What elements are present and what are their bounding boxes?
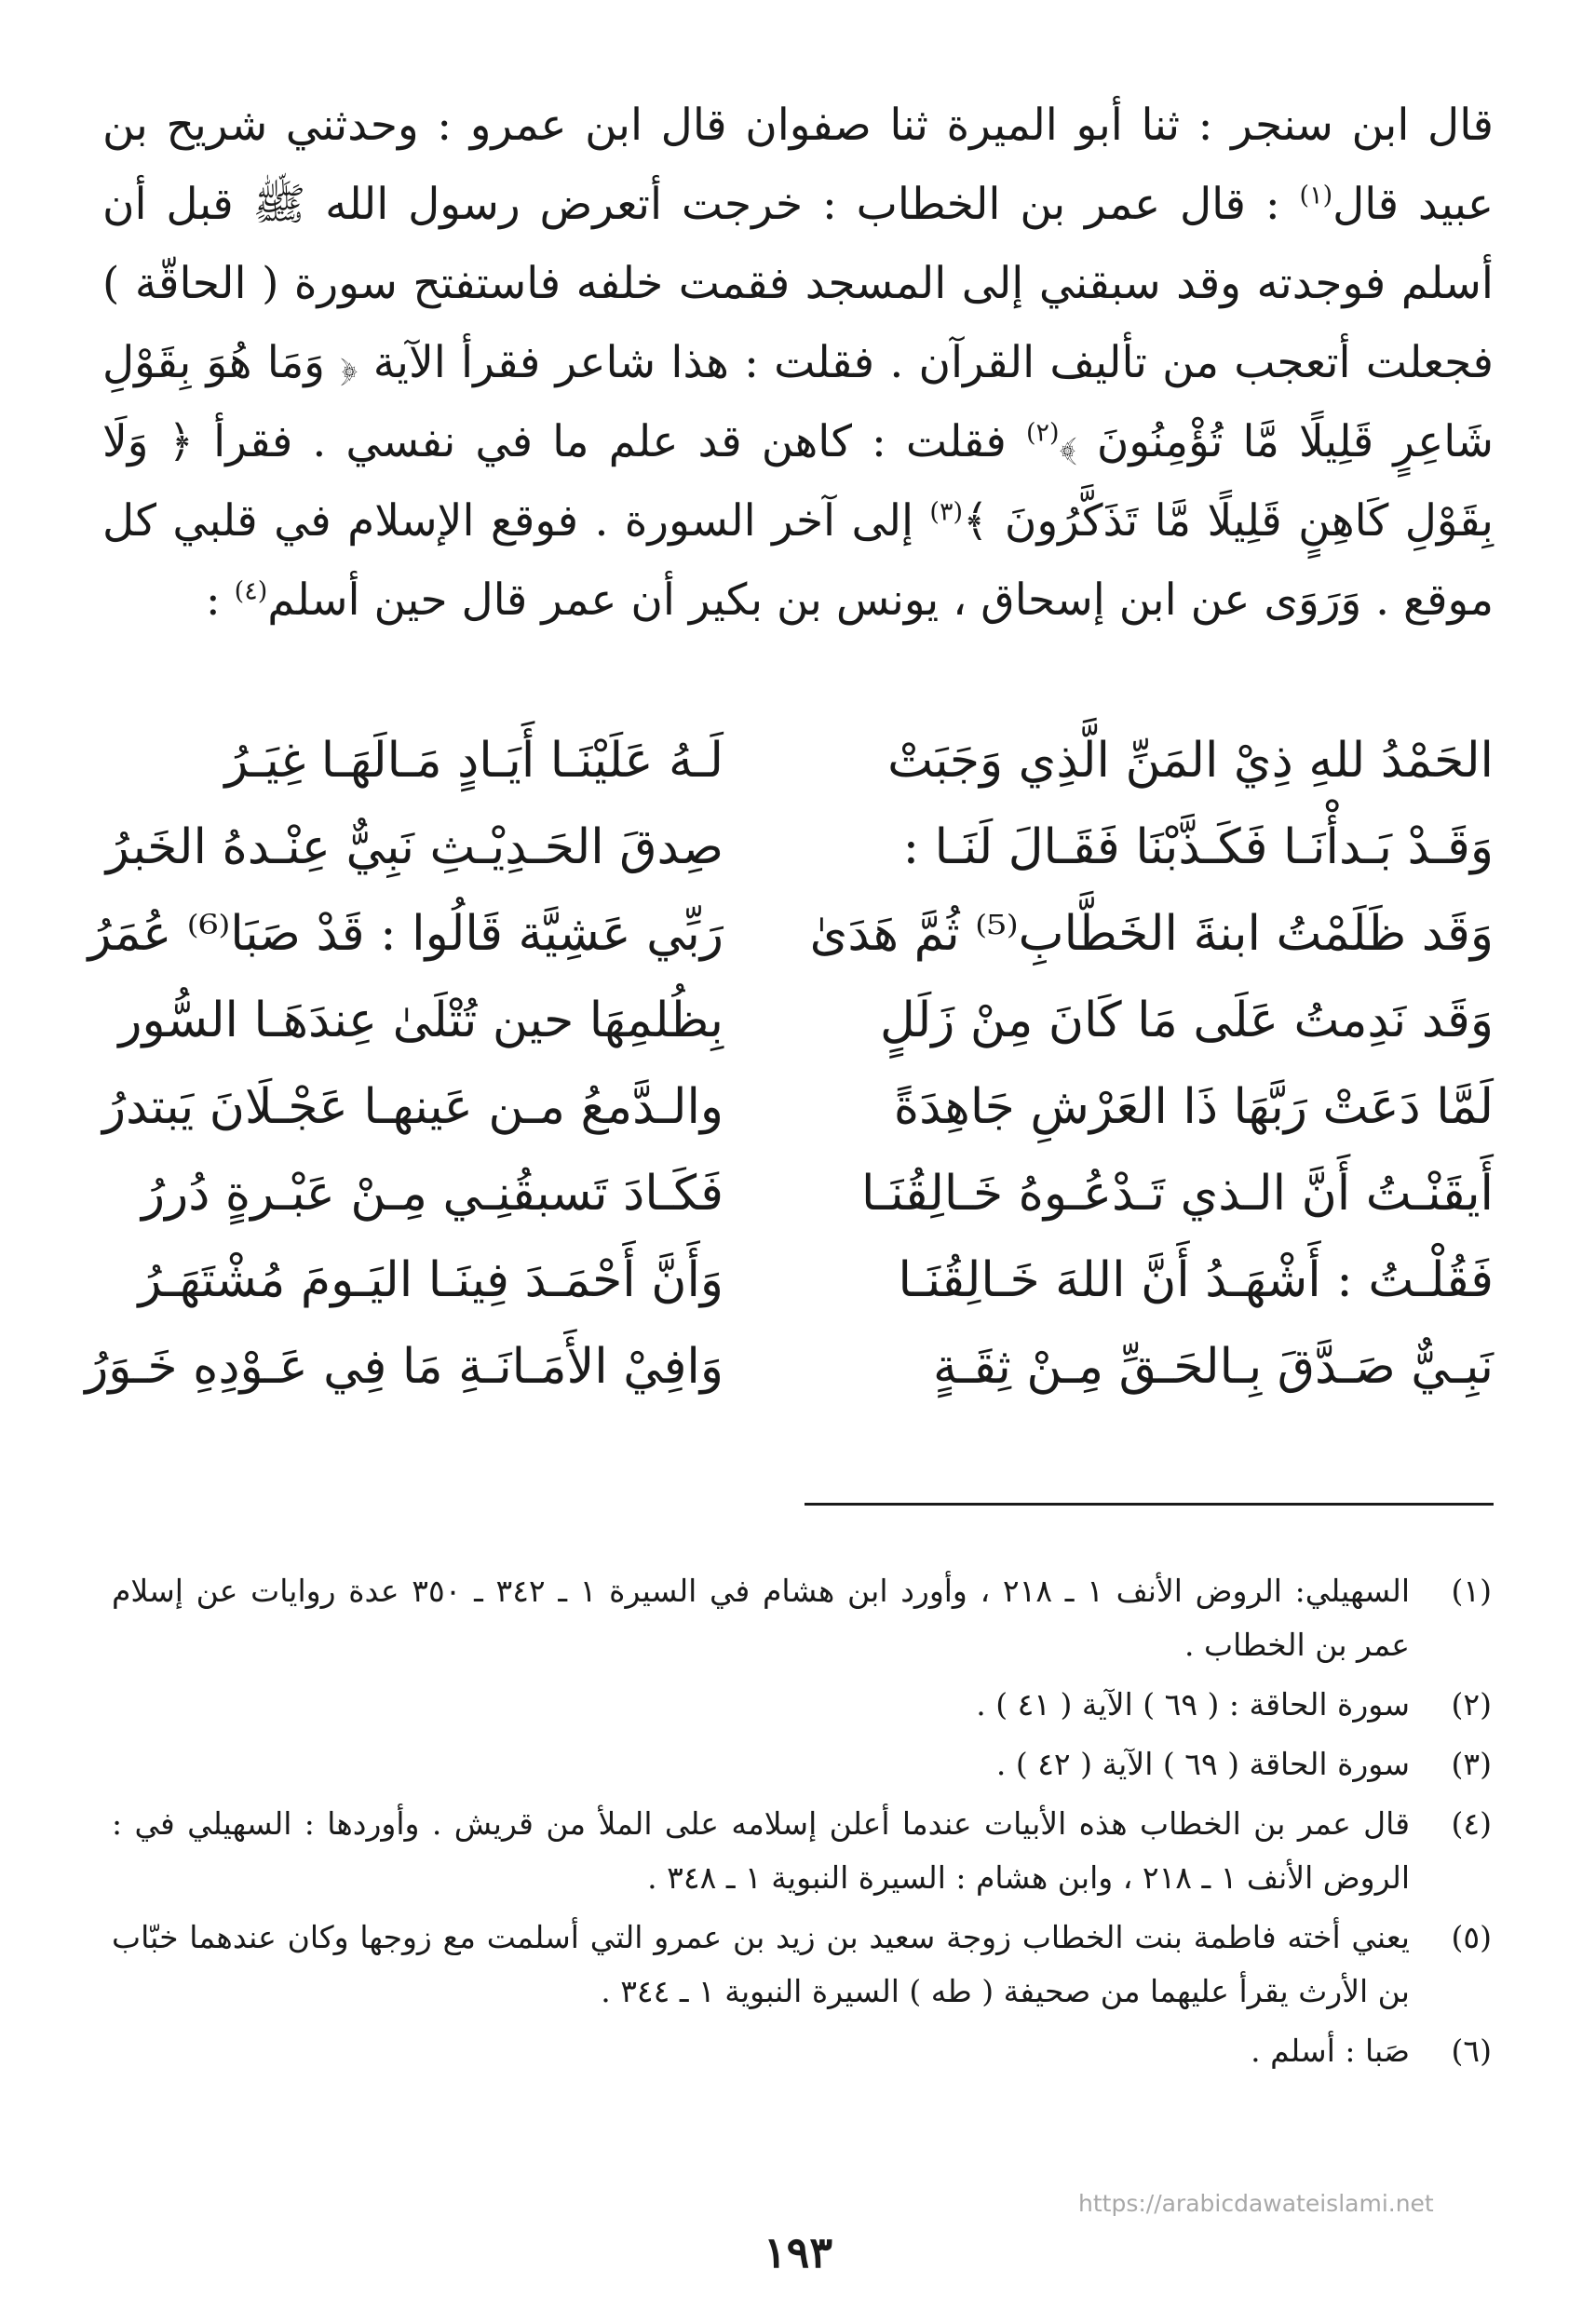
verse-first-hemistich: فَقُلْـتُ : أَشْهَـدُ أَنَّ اللهَ خَـالِقُنَـا xyxy=(898,1251,1494,1308)
footnote-text: قال عمر بن الخطاب هذه الأبيات عندما أعلن إسلامه على الملأ من قريش . وأوردها : السهيلي في : الروض الأنف ١ ـ ٢١٨ ، وابن هشام : السيرة النبوية ١ ـ ٣٤٨ . xyxy=(112,1805,1410,1896)
poem-verse xyxy=(102,717,1494,804)
paragraph-segment: فقلت : كاهن قد علم ما في نفسي . فقرأ ﴿ وَلَا بِقَوْلِ كَاهِنٍ قَلِيلًا مَّا تَذَكَّرُونَ ﴾ xyxy=(102,416,1494,547)
poem-verse xyxy=(88,890,1494,977)
footnote-number: (٤) xyxy=(1451,1805,1492,1842)
verse-first-hemistich: أَيقَنْـتُ أَنَّ الـذي تَـدْعُـوهُ خَـالِقُنَـا xyxy=(861,1165,1494,1222)
footnote-text: صَبا : أسلم . xyxy=(1251,2033,1410,2069)
verse-second-hemistich: فَكَـادَ تَسبقُنِـي مِـنْ عَبْـرةٍ دُررُ xyxy=(142,1165,724,1222)
verse-first-hemistich: وَقَـدْ بَـدأْنَـا فَكَـذَّبْنَا فَقَـالَ لَنَـا : xyxy=(902,818,1494,875)
footnote-ref-4: (٤) xyxy=(234,576,268,606)
poem-verse xyxy=(102,1063,1494,1150)
verse-first-hemistich: وَقَد ظَلَمْتُ ابنةَ الخَطَّابِ⁽⁵⁾ ثُمَّ هَدَىٰ xyxy=(809,905,1494,962)
footnote-number: (٥) xyxy=(1451,1919,1492,1955)
poem-verse xyxy=(102,804,1494,890)
poem-verse xyxy=(102,977,1494,1063)
poem-verse xyxy=(102,1150,1494,1236)
page-number: ١٩٣ xyxy=(763,2227,833,2277)
footnote-text: سورة الحاقة : ( ٦٩ ) الآية ( ٤١ ) . xyxy=(976,1686,1410,1723)
paragraph-segment: : xyxy=(205,574,235,626)
footnote-number: (٢) xyxy=(1451,1686,1492,1723)
verse-first-hemistich: الحَمْدُ للهِ ذِيْ المَنِّ الَّذِي وَجَبَتْ xyxy=(887,732,1494,789)
verse-second-hemistich: وَأَنَّ أَحْمَـدَ فِينَـا اليَـومَ مُشْتَهَـرُ xyxy=(138,1251,724,1308)
main-paragraph xyxy=(102,86,1494,640)
paragraph-segment: إلى آخر السورة . فوقع الإسلام في قلبي كل موقع . وَرَوَى عن ابن إسحاق ، يونس بن بكير أن عمر قال حين أسلم xyxy=(102,495,1494,626)
verse-first-hemistich: لَمَّا دَعَتْ رَبَّهَا ذَا العَرْشِ جَاهِدَةً xyxy=(893,1078,1494,1135)
footnote xyxy=(112,1797,1492,1905)
verse-second-hemistich: والـدَّمعُ مـن عَينهـا عَجْـلَانَ يَبتدرُ xyxy=(101,1078,724,1135)
verse-second-hemistich: لَـهُ عَلَيْنَـا أَيَـادٍ مَـالَهَـا غِيَـرُ xyxy=(224,732,724,789)
paragraph-segment: قال ابن سنجر : ثنا أبو الميرة ثنا صفوان قال ابن عمرو : وحدثني شريح بن عبيد قال xyxy=(102,100,1494,230)
verse-second-hemistich: صِدقَ الحَـدِيْـثِ نَبِيٌّ عِنْـدهُ الخَبرُ xyxy=(105,818,724,875)
verse-second-hemistich: بِظُلمِهَا حين تُتْلَىٰ عِندَهَـا السُّور xyxy=(118,992,724,1048)
footnote xyxy=(112,1737,1492,1791)
poem xyxy=(85,717,1494,1410)
poem-verse xyxy=(85,1323,1494,1410)
footnote-text: يعني أخته فاطمة بنت الخطاب زوجة سعيد بن زيد بن عمرو التي أسلمت مع زوجها وكان عندهما خبّاب بن الأرث يقرأ عليهما من صحيفة ( طه ) السيرة النبوية ١ ـ ٣٤٤ . xyxy=(112,1919,1410,2009)
footnote-ref-2: (٢) xyxy=(1025,418,1060,448)
footnote-divider xyxy=(805,1503,1494,1506)
footnotes xyxy=(112,1564,1492,2084)
footnote xyxy=(112,2024,1492,2078)
verse-second-hemistich: رَبِّي عَشِيَّة قَالُوا : قَدْ صَبَا⁽⁶⁾ عُمَرُ xyxy=(88,905,724,962)
footnote-text: سورة الحاقة ( ٦٩ ) الآية ( ٤٢ ) . xyxy=(995,1746,1410,1782)
watermark-url: https://arabicdawateislami.net xyxy=(1078,2190,1434,2217)
footnote xyxy=(112,1911,1492,2019)
verse-first-hemistich: وَقَد نَدِمتُ عَلَى مَا كَانَ مِنْ زَلَلٍ xyxy=(880,992,1494,1048)
verse-second-hemistich: وَافِيْ الأَمَـانَـةِ مَا فِي عَـوْدِهِ خَـوَرُ xyxy=(85,1338,724,1395)
footnote-ref-3: (٣) xyxy=(929,497,964,527)
footnote-ref-1: (١) xyxy=(1299,181,1333,210)
footnote xyxy=(112,1564,1492,1672)
footnote-number: (٣) xyxy=(1451,1746,1492,1782)
footnote-number: (٦) xyxy=(1451,2033,1492,2069)
verse-first-hemistich: نَبِـيٌّ صَـدَّقَ بِـالحَـقِّ مِـنْ ثِقَـةٍ xyxy=(932,1338,1494,1395)
footnote-text: السهيلي: الروض الأنف ١ ـ ٢١٨ ، وأورد ابن هشام في السيرة ١ ـ ٣٤٢ ـ ٣٥٠ عدة روايات عن إسلام عمر بن الخطاب . xyxy=(112,1573,1411,1663)
poem-verse xyxy=(102,1236,1494,1323)
paragraph-segment: : قال عمر بن الخطاب : خرجت أتعرض رسول الله ﷺ قبل أن أسلم فوجدته وقد سبقني إلى المسجد فقمت خلفه فاستفتح سورة ( الحاقّة ) فجعلت أتعجب من تأليف القرآن . فقلت : هذا شاعر فقرأ الآية ﴿ وَمَا هُوَ بِقَوْلِ شَاعِرٍ قَلِيلًا مَّا تُؤْمِنُونَ ﴾ xyxy=(102,179,1494,467)
footnote-number: (١) xyxy=(1451,1573,1492,1609)
footnote xyxy=(112,1678,1492,1732)
